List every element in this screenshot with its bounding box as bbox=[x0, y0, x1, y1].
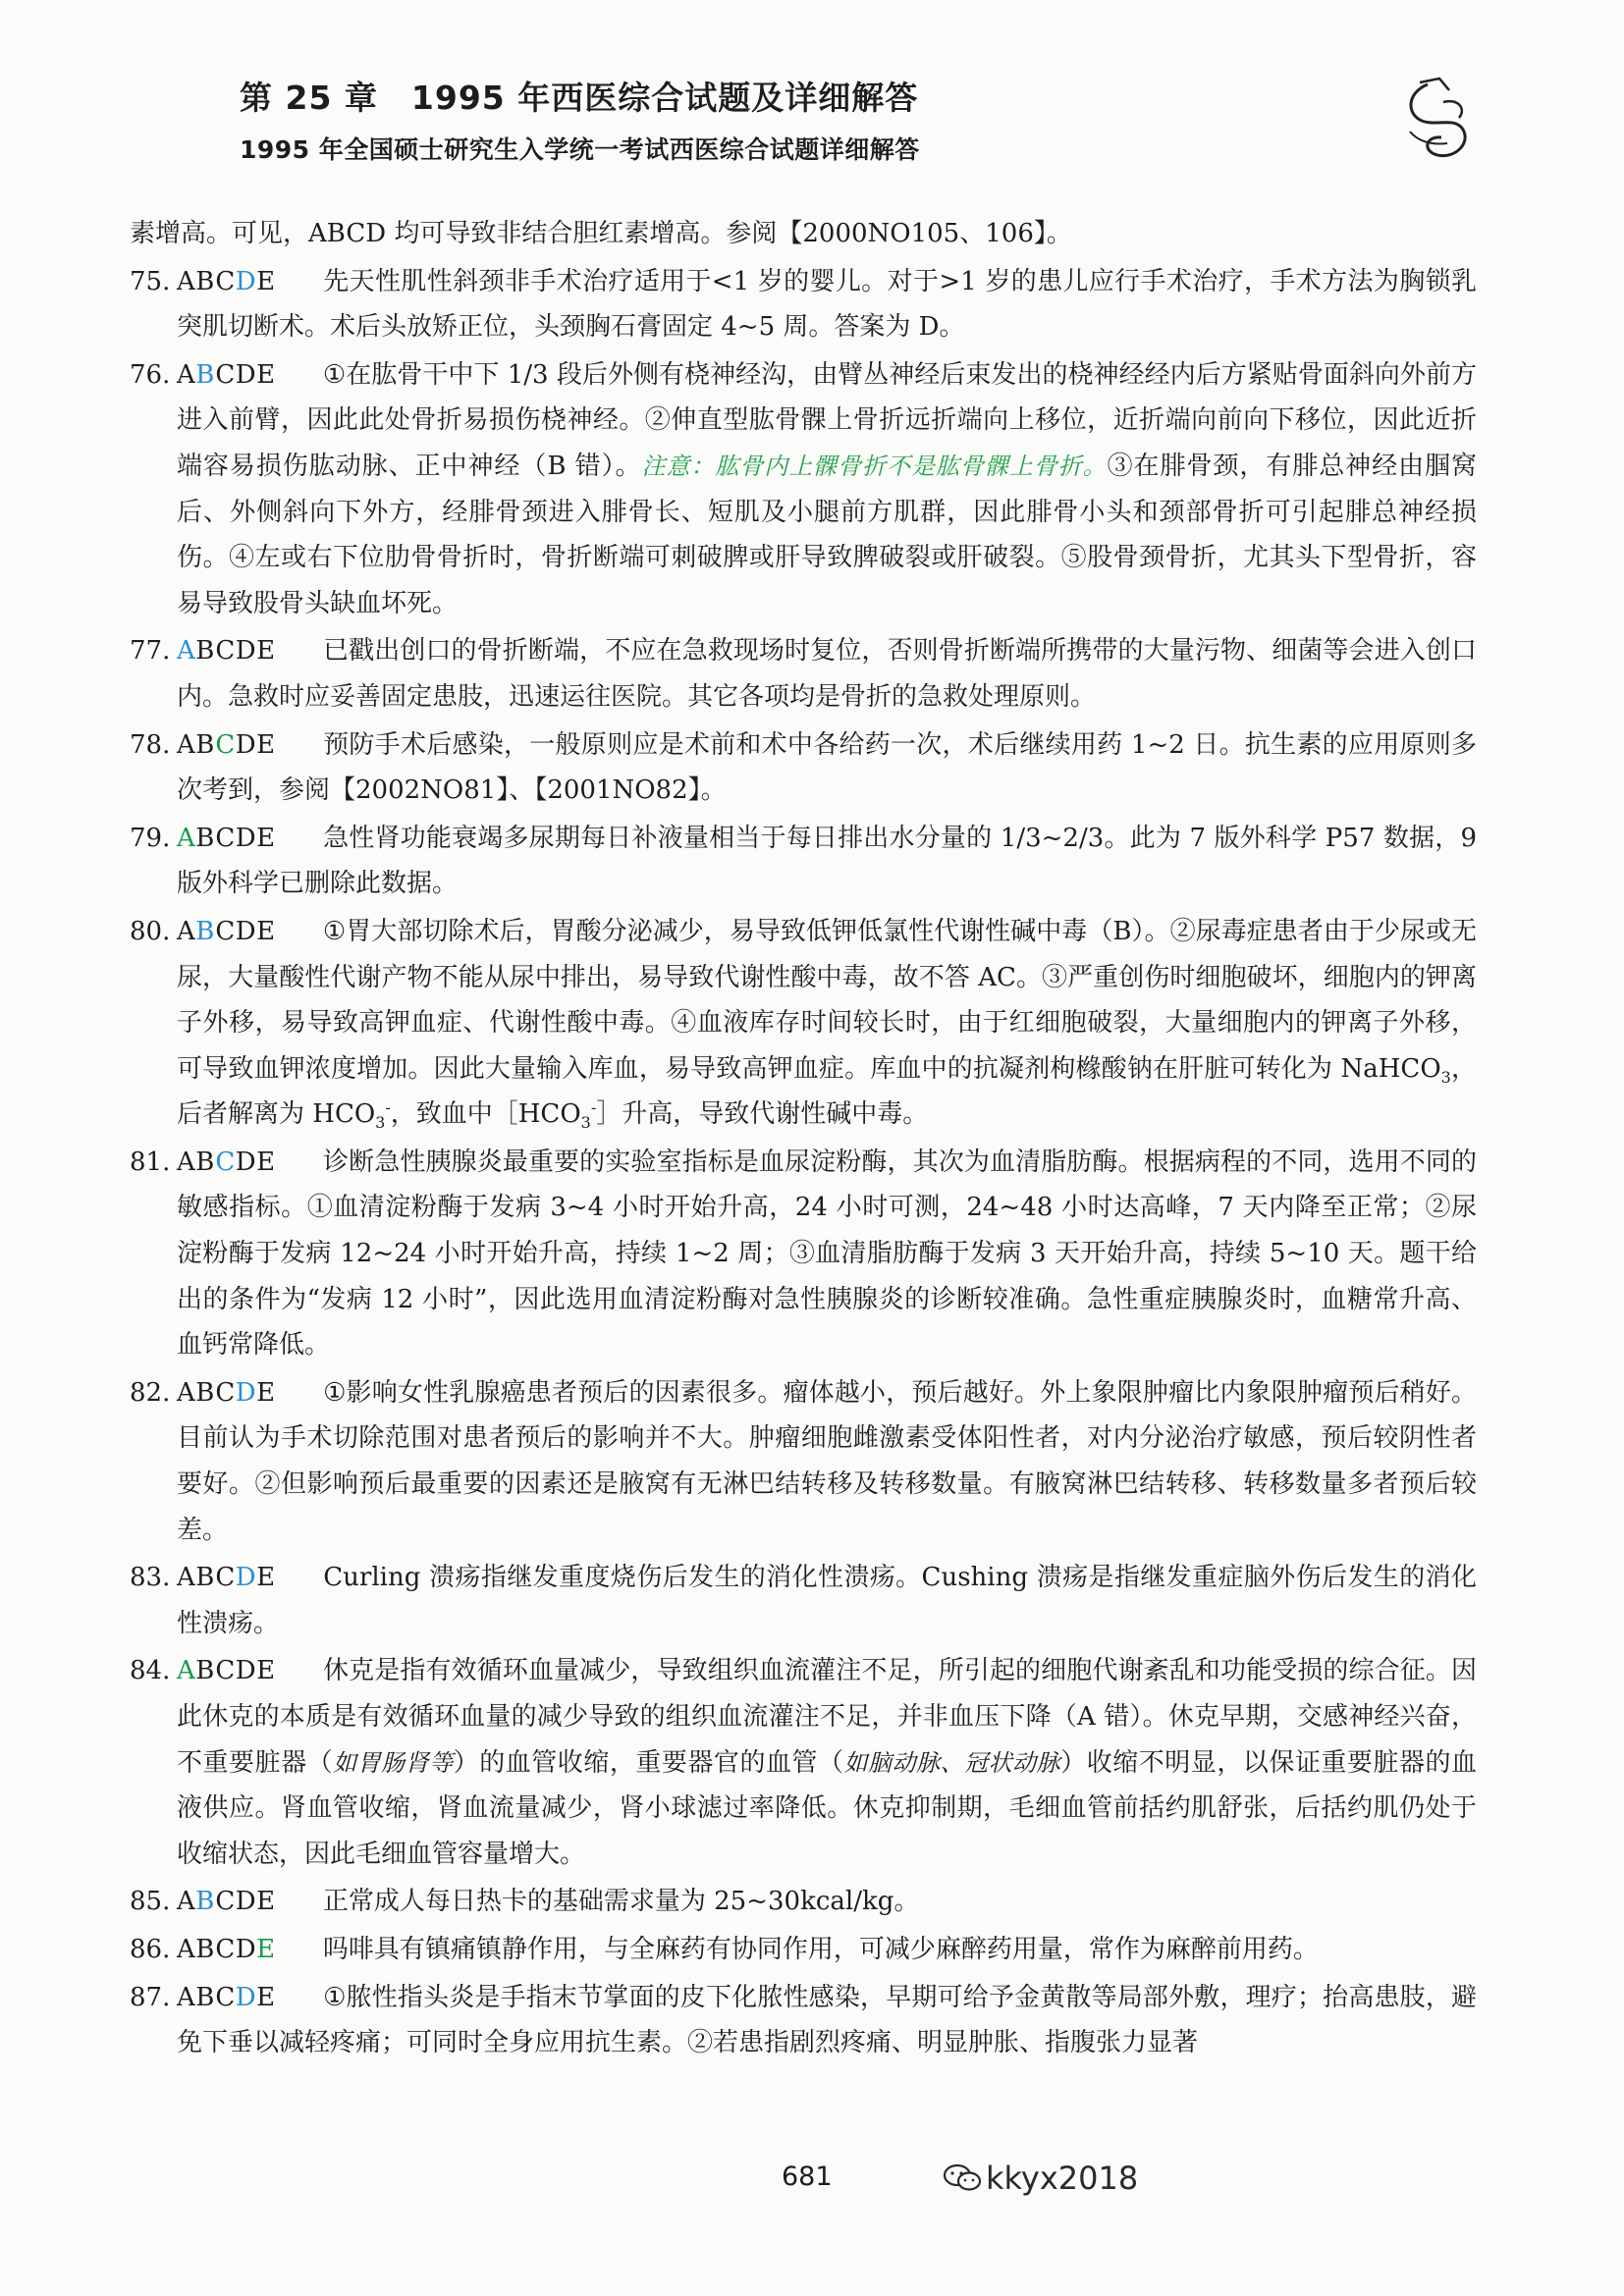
explanation-text: 先天性肌性斜颈非手术治疗适用于<1 岁的婴儿。对于>1 岁的患儿应行手术治疗，手术方法为胸锁乳突肌切断术。术后头放矫正位，头颈胸石膏固定 4~5 周。答案为 D。 bbox=[177, 266, 1478, 343]
entry-85 bbox=[130, 1879, 1477, 1925]
subscript: 3 bbox=[580, 1113, 591, 1133]
option-letters: ABCDE bbox=[177, 1887, 276, 1917]
option-letters: ABCDE bbox=[177, 1982, 276, 2012]
wechat-id: kkyx2018 bbox=[986, 2160, 1139, 2197]
explanation-text: 预防手术后感染，一般原则应是术前和术中各给药一次，术后继续用药 1~2 日。抗生素的应用原则多次考到，参阅【2002NO81】、【2001NO82】。 bbox=[177, 729, 1477, 806]
explanation-text: 吗啡具有镇痛镇静作用，与全麻药有协同作用，可减少麻醉药用量，常作为麻醉前用药。 bbox=[322, 1934, 1319, 1964]
question-number: 81. bbox=[130, 1147, 171, 1177]
entry-81 bbox=[130, 1140, 1477, 1368]
seal-logo-icon bbox=[1398, 73, 1479, 167]
entry-76 bbox=[130, 352, 1477, 627]
correct-option: D bbox=[235, 1563, 257, 1593]
wechat-icon bbox=[943, 2163, 982, 2193]
correct-option: E bbox=[256, 1934, 276, 1964]
chapter-title: 第 25 章 1995 年西医综合试题及详细解答 bbox=[240, 79, 919, 117]
entry-82 bbox=[130, 1370, 1477, 1553]
explanation-text: Curling 溃疡指继发重度烧伤后发生的消化性溃疡。Cushing 溃疡是指继发重症脑外伤后发生的消化性溃疡。 bbox=[177, 1563, 1477, 1638]
option-letters: ABCDE bbox=[177, 1656, 276, 1686]
entry-83 bbox=[130, 1555, 1477, 1646]
explanation-text-cont: ）的血管收缩，重要器官的血管（ bbox=[453, 1747, 844, 1778]
option-letters: ABCDE bbox=[177, 729, 276, 760]
explanation-text: 诊断急性胰腺炎最重要的实验室指标是血尿淀粉酶，其次为血清脂肪酶。根据病程的不同，选用不同的敏感指标。①血清淀粉酶于发病 3~4 小时开始升高，24 小时可测，24~48 小时达高峰，7 天内降至正常；②尿淀粉酶于发病 12~24 小时开始升高，持续 1~2 周；③血清脂肪酶于发病 3 天开始升高，持续 5~10 天。题干给出的条件为“发病 12 小时”，因此选用血清淀粉酶对急性胰腺炎的诊断较准确。急性重症胰腺炎时，血糖常升高、血钙常降低。 bbox=[177, 1147, 1477, 1361]
option-letters: ABCDE bbox=[177, 1563, 276, 1593]
question-number: 79. bbox=[130, 823, 171, 853]
explanation-text-cont: ，后者解离为 HCO bbox=[177, 1053, 1477, 1130]
superscript: - bbox=[590, 1097, 597, 1117]
explanation-text-cont: ］升高，导致代谢性碱中毒。 bbox=[596, 1099, 929, 1130]
chapter-subtitle: 1995 年全国硕士研究生入学统一考试西医综合试题详细解答 bbox=[240, 135, 920, 164]
explanation-text: 休克是指有效循环血量减少，导致组织血流灌注不足，所引起的细胞代谢紊乱和功能受损的综合征。因此休克的本质是有效循环血量的减少导致的组织血流灌注不足，并非血压下降（A 错）。休克早期，交感神经兴奋，不重要脏器（ bbox=[177, 1656, 1477, 1778]
question-number: 85. bbox=[130, 1887, 171, 1917]
wechat-watermark bbox=[943, 2160, 1138, 2197]
question-number: 78. bbox=[130, 729, 171, 760]
explanation-text-cont: ③在腓骨颈，有腓总神经由腘窝后、外侧斜向下外方，经腓骨颈进入腓骨长、短肌及小腿前方肌群，因此腓骨小头和颈部骨折可引起腓总神经损伤。④左或右下位肋骨骨折时，骨折断端可刺破脾或肝导致脾破裂或肝破裂。⑤股骨颈骨折，尤其头下型骨折，容易导致股骨头缺血坏死。 bbox=[177, 451, 1477, 618]
explanation-text-cont: ）收缩不明显，以保证重要脏器的血液供应。肾血管收缩，肾血流量减少，肾小球滤过率降低。休克抑制期，毛细血管前括约肌舒张，后括约肌仍处于收缩状态，因此毛细血管容量增大。 bbox=[177, 1747, 1477, 1869]
explanation-text: ①脓性指头炎是手指末节掌面的皮下化脓性感染，早期可给予金黄散等局部外敷，理疗；抬高患肢，避免下垂以减轻疼痛；可同时全身应用抗生素。②若患指剧烈疼痛、明显肿胀、指腹张力显著 bbox=[177, 1982, 1478, 2058]
explanation-text: 正常成人每日热卡的基础需求量为 25~30kcal/kg。 bbox=[322, 1887, 920, 1917]
correct-option: A bbox=[177, 823, 196, 853]
entry-75 bbox=[130, 259, 1477, 350]
question-number: 76. bbox=[130, 359, 171, 390]
note-text: 注意：肱骨内上髁骨折不是肱骨髁上骨折。 bbox=[641, 452, 1108, 480]
option-letters: ABCDE bbox=[177, 266, 276, 296]
question-number: 87. bbox=[130, 1982, 171, 2012]
option-letters: ABCDE bbox=[177, 1377, 276, 1408]
subscript: 3 bbox=[1440, 1067, 1451, 1087]
explanation-text: ①在肱骨干中下 1/3 段后外侧有桡神经沟，由臂丛神经后束发出的桡神经经内后方紧贴骨面斜向外前方进入前臂，因此此处骨折易损伤桡神经。②伸直型肱骨髁上骨折远折端向上移位，近折端向前向下移位，因此近折端容易损伤肱动脉、正中神经（B 错）。 bbox=[177, 359, 1478, 481]
entry-86 bbox=[130, 1927, 1477, 1973]
subscript: 3 bbox=[375, 1113, 386, 1133]
question-number: 80. bbox=[130, 916, 171, 946]
correct-option: B bbox=[195, 916, 216, 946]
intro-paragraph: 素增高。可见，ABCD 均可导致非结合胆红素增高。参阅【2000NO105、106】。 bbox=[130, 219, 1072, 248]
question-number: 83. bbox=[130, 1563, 171, 1593]
question-number: 86. bbox=[130, 1934, 171, 1964]
explanation-text: 已戳出创口的骨折断端，不应在急救现场时复位，否则骨折断端所携带的大量污物、细菌等会进入创口内。急救时应妥善固定患肢，迅速运往医院。其它各项均是骨折的急救处理原则。 bbox=[177, 636, 1477, 712]
option-letters: ABCDE bbox=[177, 823, 276, 853]
explanation-text-cont: ，致血中［HCO bbox=[390, 1099, 581, 1130]
correct-option: B bbox=[195, 359, 216, 390]
entry-80 bbox=[130, 909, 1477, 1138]
option-letters: ABCDE bbox=[177, 636, 276, 667]
entry-87 bbox=[130, 1975, 1477, 2066]
question-number: 77. bbox=[130, 636, 171, 667]
option-letters: ABCDE bbox=[177, 1147, 276, 1177]
correct-option: B bbox=[195, 1887, 216, 1917]
entry-84 bbox=[130, 1648, 1477, 1877]
correct-option: C bbox=[215, 729, 236, 760]
superscript: - bbox=[385, 1097, 391, 1117]
correct-option: D bbox=[235, 266, 257, 296]
option-letters: ABCDE bbox=[177, 1934, 276, 1964]
question-number: 82. bbox=[130, 1377, 171, 1408]
entry-78 bbox=[130, 722, 1477, 814]
correct-option: C bbox=[215, 1147, 236, 1177]
correct-option: A bbox=[177, 1656, 196, 1686]
page-header bbox=[240, 73, 1477, 166]
question-number: 75. bbox=[130, 266, 171, 296]
explanation-text: ①胃大部切除术后，胃酸分泌减少，易导致低钾低氯性代谢性碱中毒（B）。②尿毒症患者由于少尿或无尿，大量酸性代谢产物不能从尿中排出，易导致代谢性酸中毒，故不答 AC。③严重创伤时细胞破坏，细胞内的钾离子外移，易导致高钾血症、代谢性酸中毒。④血液库存时间较长时，由于红细胞破裂，大量细胞内的钾离子外移，可导致血钾浓度增加。因此大量输入库血，易导致高钾血症。库血中的抗凝剂枸橼酸钠在肝脏可转化为 NaHCO bbox=[177, 916, 1478, 1084]
entry-79 bbox=[130, 816, 1477, 907]
correct-option: D bbox=[235, 1377, 257, 1408]
correct-option: A bbox=[177, 636, 196, 667]
question-number: 84. bbox=[130, 1656, 171, 1686]
correct-option: D bbox=[235, 1982, 257, 2012]
page-number: 681 bbox=[782, 2162, 833, 2192]
answer-content bbox=[130, 211, 1477, 2066]
entry-77 bbox=[130, 628, 1477, 720]
explanation-text: ①影响女性乳腺癌患者预后的因素很多。瘤体越小，预后越好。外上象限肿瘤比内象限肿瘤预后稍好。目前认为手术切除范围对患者预后的影响并不大。肿瘤细胞雌激素受体阳性者，对内分泌治疗敏感，预后较阴性者要好。②但影响预后最重要的因素还是腋窝有无淋巴结转移及转移数量。有腋窝淋巴结转移、转移数量多者预后较差。 bbox=[177, 1377, 1478, 1545]
option-letters: ABCDE bbox=[177, 916, 276, 946]
example-text: 如脑动脉、冠状动脉 bbox=[843, 1748, 1061, 1777]
example-text: 如胃肠肾等 bbox=[333, 1748, 454, 1777]
option-letters: ABCDE bbox=[177, 359, 276, 390]
explanation-text: 急性肾功能衰竭多尿期每日补液量相当于每日排出水分量的 1/3~2/3。此为 7 版外科学 P57 数据，9 版外科学已删除此数据。 bbox=[177, 823, 1477, 899]
